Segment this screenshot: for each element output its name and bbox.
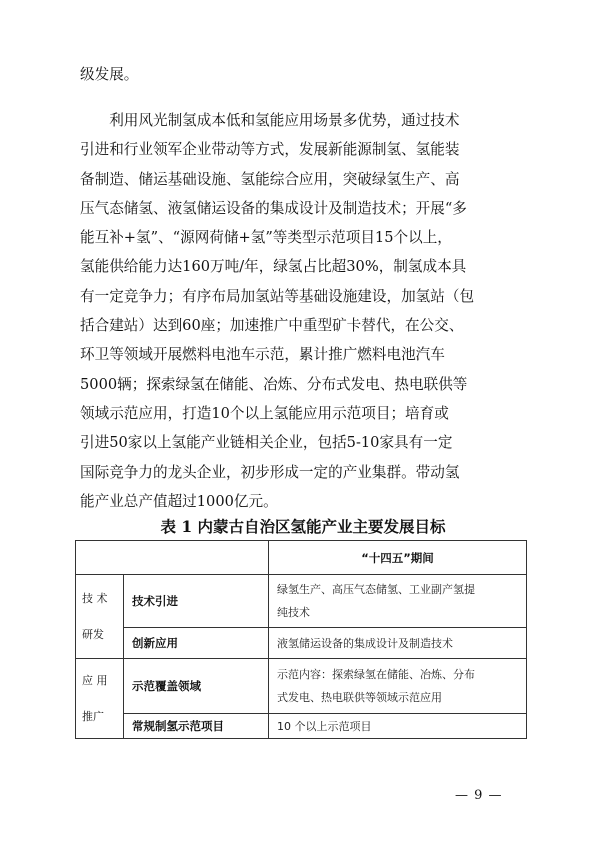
table-row xyxy=(76,714,527,739)
paragraph-line: 利用风光制氢成本低和氢能应用场景多优势，通过技术 xyxy=(80,112,460,129)
paragraph-line: 领域示范应用，打造10个以上氢能应用示范项目；培育或 xyxy=(80,404,449,422)
paragraph-line: 5000辆；探索绿氢在储能、冶炼、分布式发电、热电联供等 xyxy=(80,375,468,393)
intro-line: 级发展。 xyxy=(80,66,139,83)
table-row xyxy=(76,575,527,628)
header-empty-cell xyxy=(76,541,269,575)
table-header-row xyxy=(76,541,527,575)
table-caption: 表 1 内蒙古自治区氢能产业主要发展目标 xyxy=(160,517,446,536)
row-name: 示范覆盖领域 xyxy=(124,659,269,714)
row-value: 示范内容：探索绿氢在储能、冶炼、分布 式发电、热电联供等领域示范应用 xyxy=(269,659,527,714)
row-name: 创新应用 xyxy=(124,628,269,659)
page-number: — 9 — xyxy=(455,788,503,803)
development-goals-table xyxy=(75,540,527,739)
body-paragraph xyxy=(80,106,526,516)
paragraph-line: 备制造、储运基础设施、氢能综合应用，突破绿氢生产、高 xyxy=(80,170,460,188)
intro-text xyxy=(80,60,526,89)
paragraph-line: 环卫等领域开展燃料电池车示范，累计推广燃料电池汽车 xyxy=(80,346,445,364)
paragraph-line: 能产业总产值超过1000亿元。 xyxy=(80,492,278,510)
row-value: 液氢储运设备的集成设计及制造技术 xyxy=(269,628,527,659)
paragraph-line: 国际竞争力的龙头企业，初步形成一定的产业集群。带动氢 xyxy=(80,463,460,481)
group-label-tech-rd: 技 术 研发 xyxy=(76,575,124,659)
table-row xyxy=(76,659,527,714)
row-name: 技术引进 xyxy=(124,575,269,628)
row-value: 绿氢生产、高压气态储氢、工业副产氢提 纯技术 xyxy=(269,575,527,628)
paragraph-line: 氢能供给能力达160万吨/年，绿氢占比超30%，制氢成本具 xyxy=(80,258,467,276)
group-label-application: 应 用 推广 xyxy=(76,659,124,739)
row-name: 常规制氢示范项目 xyxy=(124,714,269,739)
table-row xyxy=(76,628,527,659)
paragraph-line: 压气态储氢、液氢储运设备的集成设计及制造技术；开展“多 xyxy=(80,199,467,217)
row-value: 10 个以上示范项目 xyxy=(269,714,527,739)
paragraph-line: 能互补+氢”、“源网荷储+氢”等类型示范项目15个以上， xyxy=(80,229,452,247)
paragraph-line: 引进和行业领军企业带动等方式，发展新能源制氢、氢能装 xyxy=(80,141,460,159)
paragraph-line: 有一定竞争力；有序布局加氢站等基础设施建设，加氢站（包 xyxy=(80,287,475,305)
paragraph-line: 引进50家以上氢能产业链相关企业，包括5-10家具有一定 xyxy=(80,434,453,452)
header-period: “十四五”期间 xyxy=(269,541,527,575)
paragraph-line: 括合建站）达到60座；加速推广中重型矿卡替代，在公交、 xyxy=(80,317,464,335)
